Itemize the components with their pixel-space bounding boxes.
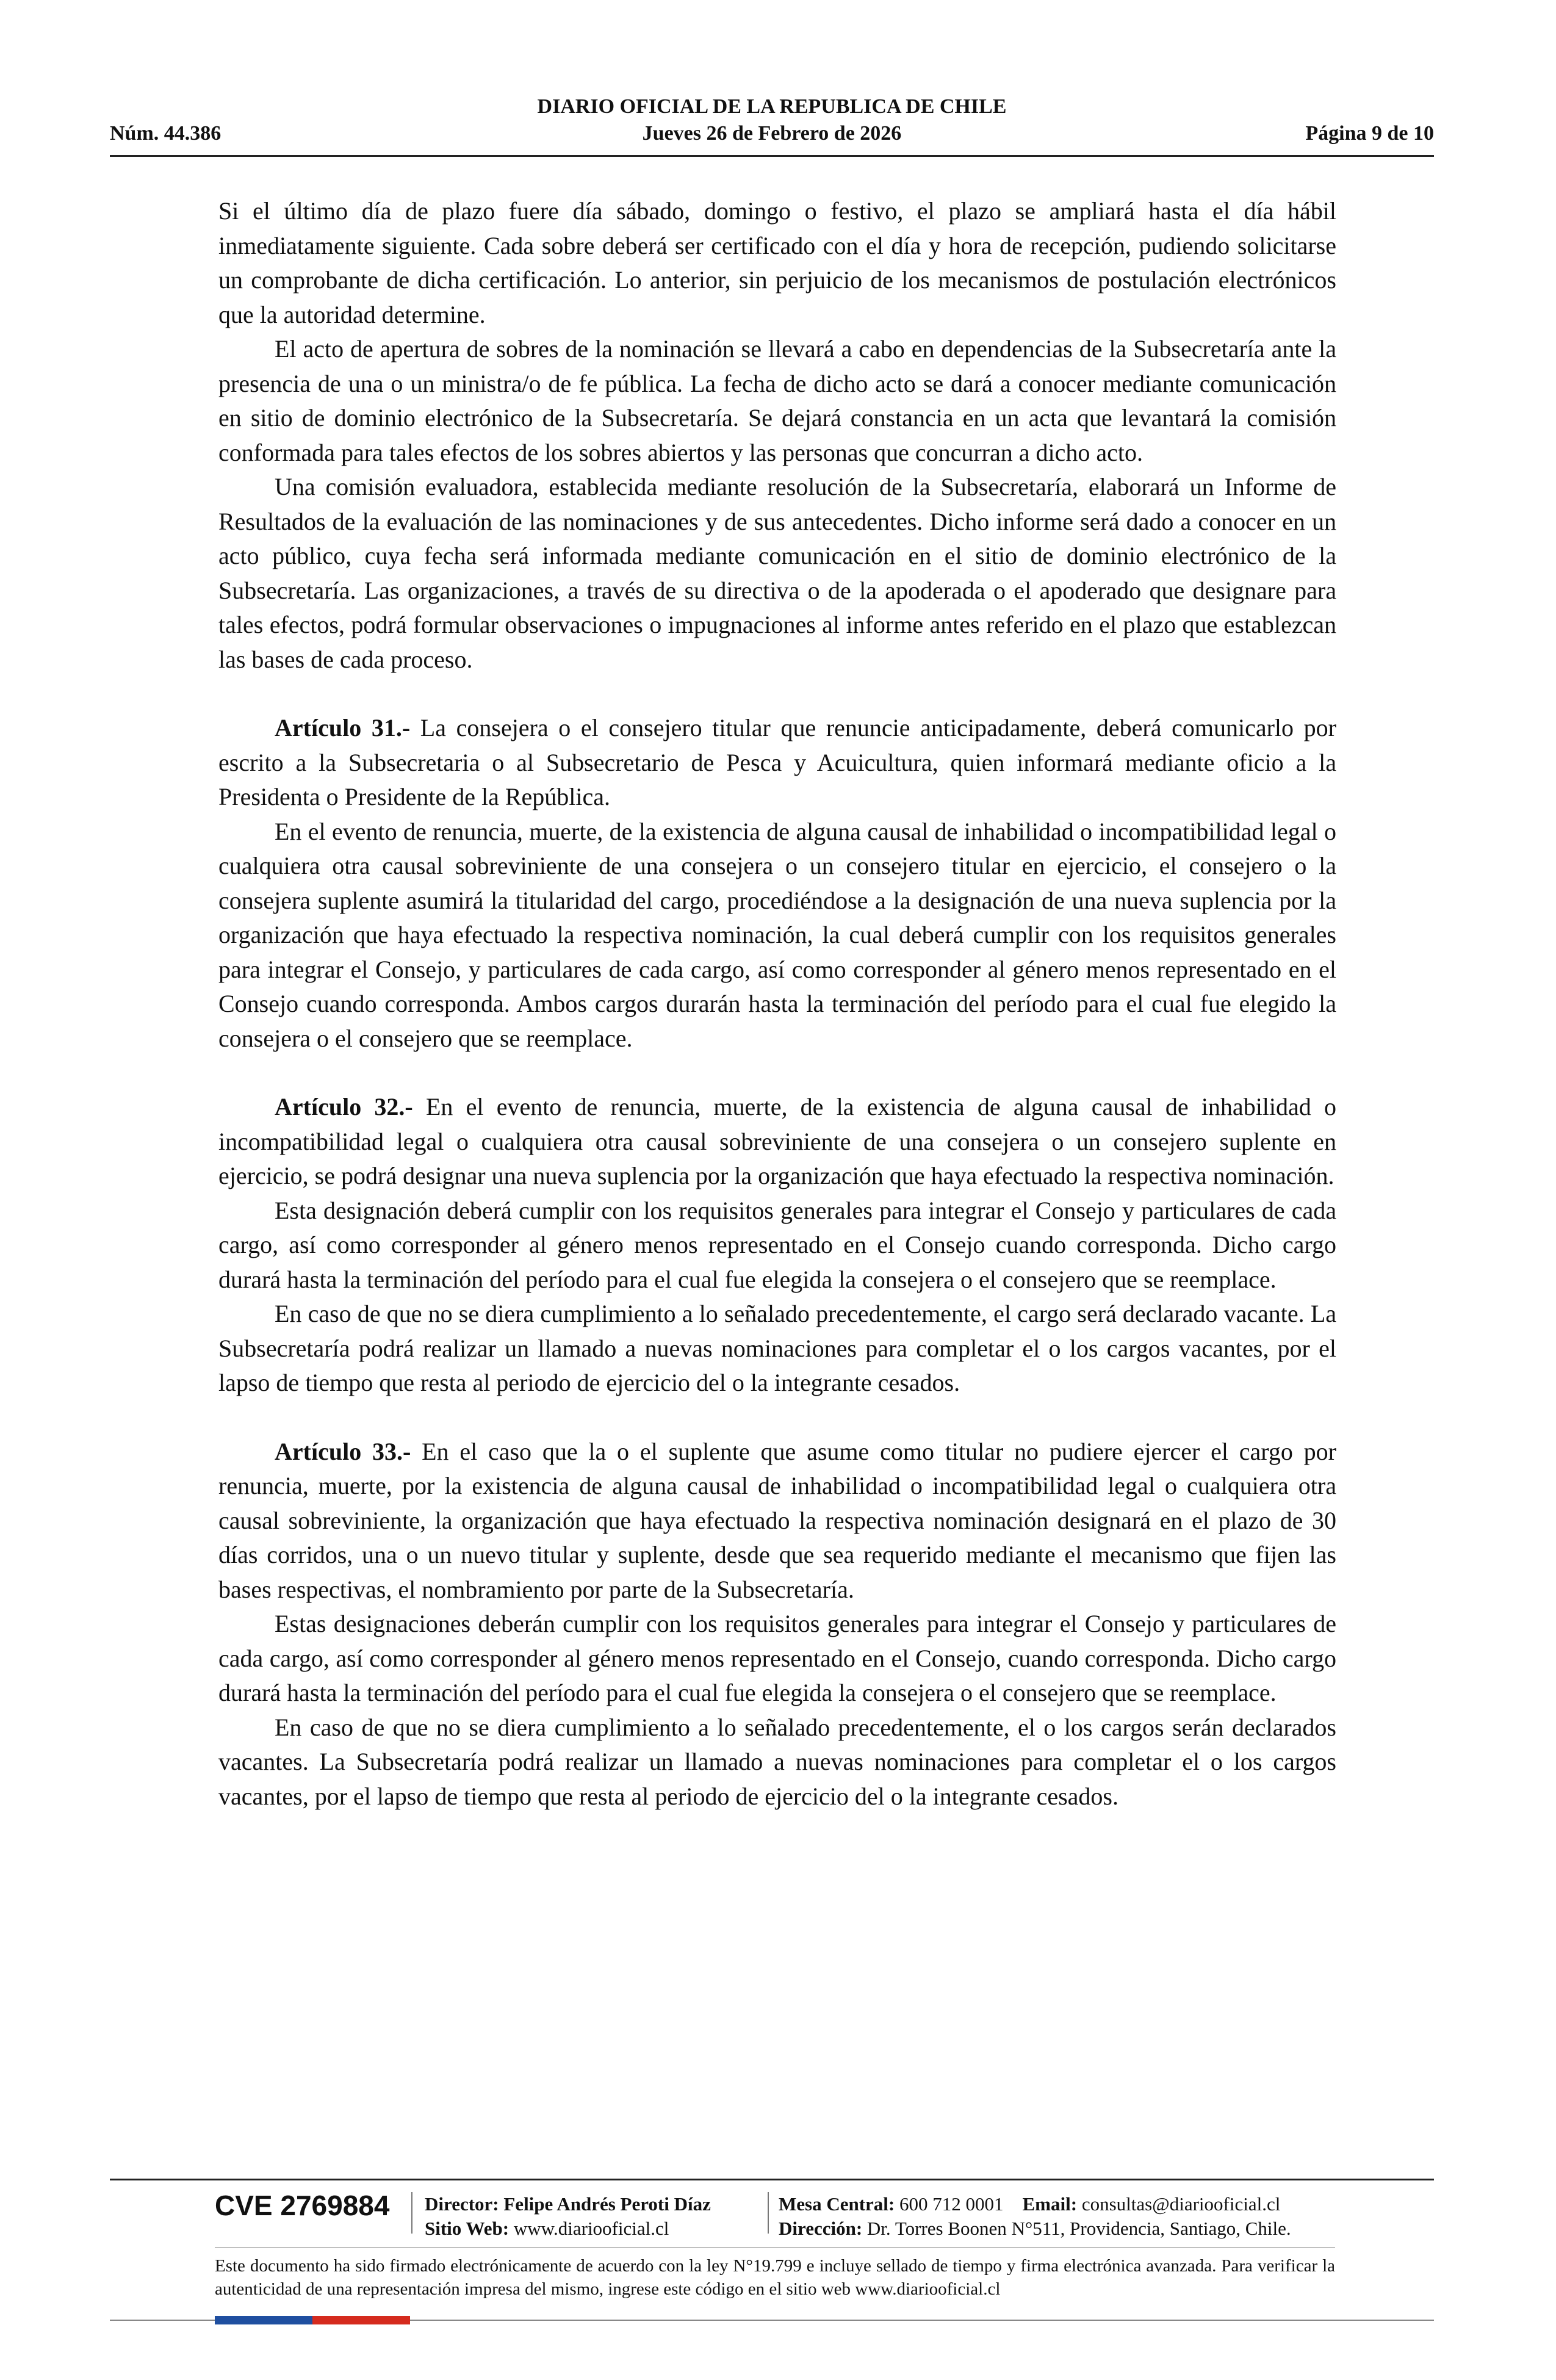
legal-notice: Este documento ha sido firmado electrónicamente de acuerdo con la ley N°19.799 e incluye sellado de tiempo y firma electrónica avanzada. Para verificar la autenticidad de una representación impresa del mismo, ingrese este código en el sitio web www.diariooficial.cl [215, 2256, 1335, 2299]
website-label: Sitio Web: [425, 2218, 510, 2239]
paragraph: Si el último día de plazo fuere día sábado, domingo o festivo, el plazo se ampliará hasta el día hábil inmediatamente siguiente. Cada sobre deberá ser certificado con el día y hora de recepción, pudiendo solicitarse un comprobante de dicha certificación. Lo anterior, sin perjuicio de los mecanismos de postulación electrónicos que la autoridad determine. [218, 197, 1336, 328]
footer-separator [411, 2192, 412, 2234]
document-body [218, 194, 1336, 1814]
email-link[interactable]: consultas@diariooficial.cl [1081, 2193, 1281, 2215]
article-text: En el caso que la o el suplente que asume como titular no pudiere ejercer el cargo por renuncia, muerte, por la existencia de alguna causal de inhabilidad o incompatibilidad legal o cualquiera otra causal sobreviniente, la organización que haya efectuado la respectiva nominación designará en el plazo de 30 días corridos, una o un nuevo titular y suplente, desde que sea requerido mediante el mecanismo que fijen las bases respectivas, el nombramiento por parte de la Subsecretaría. [218, 1437, 1336, 1603]
newspaper-title: DIARIO OFICIAL DE LA REPUBLICA DE CHILE [537, 95, 1007, 118]
paragraph: Una comisión evaluadora, establecida mediante resolución de la Subsecretaría, elaborará un Informe de Resultados de la evaluación de las nominaciones y de sus antecedentes. Dicho informe será dado a conocer en un acto público, cuya fecha será informada mediante comunicación en el sitio de dominio electrónico de la Subsecretaría. Las organizaciones, a través de su directiva o de la apoderada o el apoderado que designare para tales efectos, podrá formular observaciones o impugnaciones al informe antes referido en el plazo que establezcan las bases de cada proceso. [218, 473, 1336, 673]
page-header [110, 95, 1434, 150]
article-33 [218, 1435, 1336, 1607]
director-label: Director: [425, 2193, 499, 2215]
cve-code: CVE 2769884 [215, 2190, 390, 2221]
website-link[interactable]: www.diariooficial.cl [513, 2218, 669, 2239]
article-text: La consejera o el consejero titular que renuncie anticipadamente, deberá comunicarlo por escrito a la Subsecretaria o al Subsecretario de Pesca y Acuicultura, quien informará mediante oficio a la Presidenta o Presidente de la República. [218, 714, 1337, 810]
footer-divider [110, 2179, 1434, 2180]
address-value: Dr. Torres Boonen N°511, Providencia, Santiago, Chile. [866, 2218, 1291, 2239]
issue-date: Jueves 26 de Febrero de 2026 [642, 122, 902, 145]
director-name: Felipe Andrés Peroti Díaz [503, 2193, 711, 2215]
paragraph: En el evento de renuncia, muerte, de la existencia de alguna causal de inhabilidad o incompatibilidad legal o cualquiera otra causal sobreviniente de una consejera o un consejero titular en ejercicio, el consejero o la consejera suplente asumirá la titularidad del cargo, procediéndose a la designación de una nueva suplencia por la organización que haya efectuado la respectiva nominación, la cual deberá cumplir con los requisitos generales para integrar el Consejo, y particulares de cada cargo, así como corresponder al género menos representado en el Consejo cuando corresponda. Ambos cargos durarán hasta la terminación del período para el cual fue elegido la consejera o el consejero que se reemplace. [218, 817, 1336, 1052]
article-31 [218, 711, 1336, 815]
footer-separator [768, 2192, 769, 2234]
mesa-phone: 600 712 0001 [899, 2193, 1004, 2215]
flag-stripe-blue [215, 2316, 312, 2324]
email-label: Email: [1022, 2193, 1078, 2215]
article-title: Artículo 32.- [275, 1093, 413, 1120]
page-number: Página 9 de 10 [1305, 122, 1434, 145]
footer-contact-block [779, 2192, 1291, 2241]
article-title: Artículo 31.- [275, 714, 411, 741]
paragraph: En caso de que no se diera cumplimiento a lo señalado precedentemente, el o los cargos serán declarados vacantes. La Subsecretaría podrá realizar un llamado a nuevas nominaciones para completar el o los cargos vacantes, por el lapso de tiempo que resta al periodo de ejercicio del o la integrante cesados. [218, 1713, 1336, 1810]
article-title: Artículo 33.- [275, 1437, 411, 1465]
paragraph: El acto de apertura de sobres de la nominación se llevará a cabo en dependencias de la Subsecretaría ante la presencia de una o un ministra/o de fe pública. La fecha de dicho acto se dará a conocer mediante comunicación en sitio de dominio electrónico de la Subsecretaría. Se dejará constancia en un acta que levantará la comisión conformada para tales efectos de los sobres abiertos y las personas que concurran a dicho acto. [218, 335, 1336, 466]
article-32 [218, 1090, 1336, 1194]
paragraph: En caso de que no se diera cumplimiento a lo señalado precedentemente, el cargo será declarado vacante. La Subsecretaría podrá realizar un llamado a nuevas nominaciones para completar el o los cargos vacantes, por el lapso de tiempo que resta al periodo de ejercicio del o la integrante cesados. [218, 1300, 1336, 1396]
flag-stripe-red [312, 2316, 410, 2324]
mesa-label: Mesa Central: [779, 2193, 895, 2215]
paragraph: Esta designación deberá cumplir con los requisitos generales para integrar el Consejo y particulares de cada cargo, así como corresponder al género menos representado en el Consejo cuando corresponda. Dicho cargo durará hasta la terminación del período para el cual fue elegida la consejera o el consejero que se reemplace. [218, 1196, 1336, 1293]
address-label: Dirección: [779, 2218, 863, 2239]
paragraph: Estas designaciones deberán cumplir con los requisitos generales para integrar el Consejo y particulares de cada cargo, así como corresponder al género menos representado en el Consejo, cuando corresponda. Dicho cargo durará hasta la terminación del período para el cual fue elegida la consejera o el consejero que se reemplace. [218, 1610, 1336, 1706]
article-text: En el evento de renuncia, muerte, de la existencia de alguna causal de inhabilidad o incompatibilidad legal o cualquiera otra causal sobreviniente de una consejera o un consejero suplente en ejercicio, se podrá designar una nueva suplencia por la organización que haya efectuado la respectiva nominación. [218, 1093, 1337, 1189]
footer-director-block [425, 2192, 711, 2241]
header-divider [110, 155, 1434, 157]
footer-thin-divider [215, 2247, 1335, 2248]
issue-number: Núm. 44.386 [110, 122, 222, 145]
